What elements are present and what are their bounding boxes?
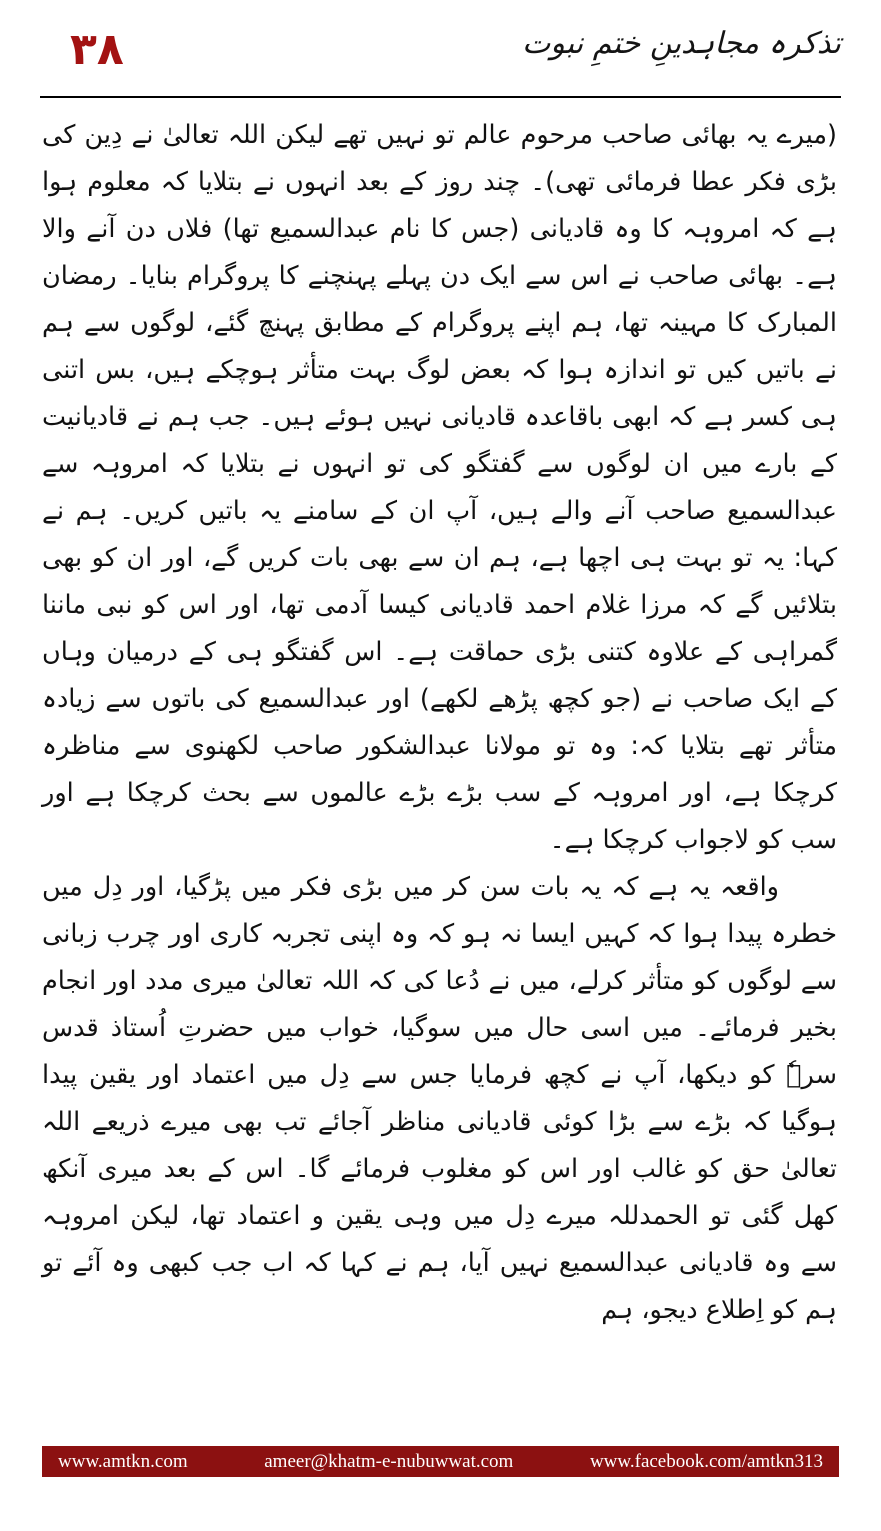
header-divider — [40, 96, 841, 98]
footer-website-link[interactable]: www.amtkn.com — [58, 1450, 188, 1472]
page-number: ۳۸ — [70, 24, 124, 75]
paragraph-1: (میرے یہ بھائی صاحب مرحوم عالم تو نہیں تھے لیکن اللہ تعالیٰ نے دِین کی بڑی فکر عطا فرمائی تھی)۔ چند روز کے بعد انہوں نے بتلایا کہ معلوم ہوا ہے کہ امروہہ کا وہ قادیانی (جس کا نام عبدالسمیع تھا) فلاں دن آنے والا ہے۔ بھائی صاحب نے اس سے ایک دن پہلے پہنچنے کا پروگرام بنایا۔ رمضان المبارک کا مہینہ تھا، ہم اپنے پروگرام کے مطابق پہنچ گئے، لوگوں سے ہم نے باتیں کیں تو اندازہ ہوا کہ بعض لوگ بہت متأثر ہوچکے ہیں، بس اتنی ہی کسر ہے کہ ابھی باقاعدہ قادیانی نہیں ہوئے ہیں۔ جب ہم نے قادیانیت کے بارے میں ان لوگوں سے گفتگو کی تو انہوں نے بتلایا کہ امروہہ سے عبدالسمیع صاحب آنے والے ہیں، آپ ان کے سامنے یہ باتیں کریں۔ ہم نے کہا: یہ تو بہت ہی اچھا ہے، ہم ان سے بھی بات کریں گے، اور ان کو بھی بتلائیں گے کہ مرزا غلام احمد قادیانی کیسا آدمی تھا، اور اس کو نبی ماننا گمراہی کے علاوہ کتنی بڑی حماقت ہے۔ اس گفتگو ہی کے درمیان وہاں کے ایک صاحب نے (جو کچھ پڑھے لکھے) اور عبدالسمیع کی باتوں سے زیادہ متأثر تھے بتلایا کہ: وہ تو مولانا عبدالشکور صاحب لکھنوی سے مناظرہ کرچکا ہے، اور امروہہ کے سب بڑے بڑے عالموں سے بحث کرچکا ہے اور سب کو لاجواب کرچکا ہے۔ — [42, 120, 837, 855]
body-text — [42, 112, 837, 1432]
footer-facebook-link[interactable]: www.facebook.com/amtkn313 — [589, 1450, 823, 1472]
page-header — [40, 22, 841, 94]
footer-email-link[interactable]: ameer@khatm-e-nubuwwat.com — [264, 1450, 514, 1472]
paragraph-2: واقعہ یہ ہے کہ یہ بات سن کر میں بڑی فکر میں پڑگیا، اور دِل میں خطرہ پیدا ہوا کہ کہیں ایسا نہ ہو کہ وہ اپنی تجربہ کاری اور چرب زبانی سے لوگوں کو متأثر کرلے، میں نے دُعا کی کہ اللہ تعالیٰ میری مدد اور انجام بخیر فرمائے۔ میں اسی حال میں سوگیا، خواب میں حضرتِ اُستاذ قدس سرہٗ کو دیکھا، آپ نے کچھ فرمایا جس سے دِل میں اعتماد اور یقین پیدا ہوگیا کہ بڑے سے بڑا کوئی قادیانی مناظر آجائے تب بھی میرے ذریعے اللہ تعالیٰ حق کو غالب اور اس کو مغلوب فرمائے گا۔ اس کے بعد میری آنکھ کھل گئی تو الحمدللہ میرے دِل میں وہی یقین و اعتماد تھا، لیکن امروہہ سے وہ قادیانی عبدالسمیع نہیں آیا، ہم نے کہا کہ اب جب کبھی وہ آئے تو ہم کو اِطلاع دیجو، ہم — [42, 872, 837, 1325]
footer-bar — [42, 1446, 839, 1477]
book-title: تذکرہ مجاہدینِ ختمِ نبوت — [522, 26, 841, 61]
